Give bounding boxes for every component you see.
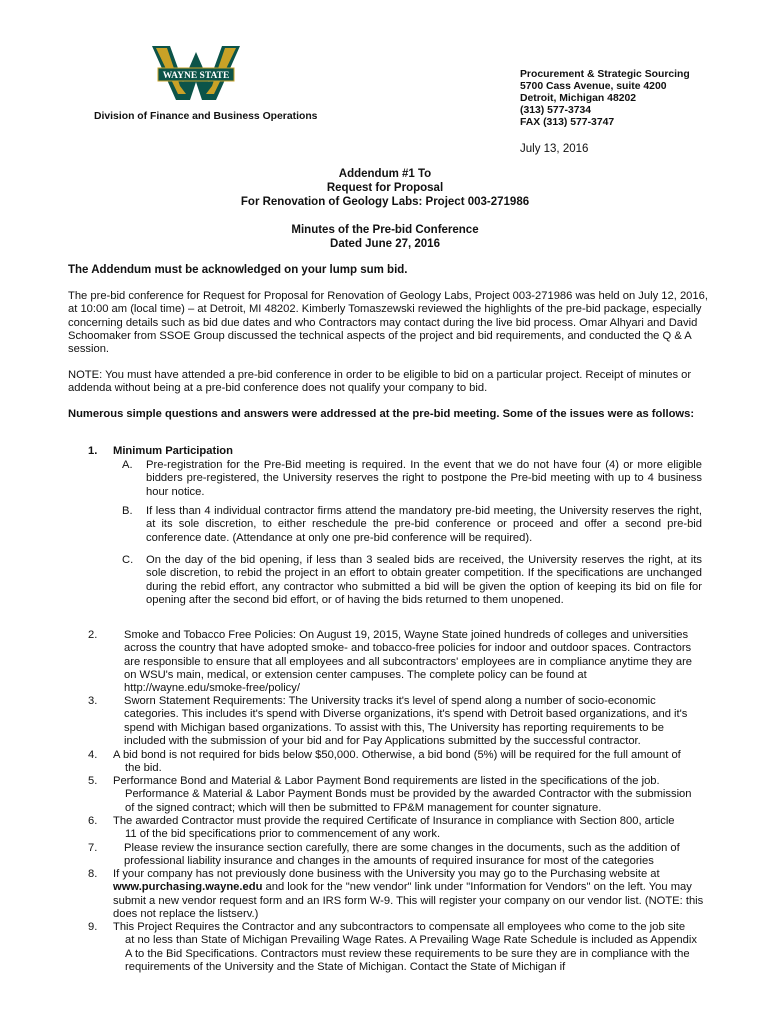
contact-line: 5700 Cass Avenue, suite 4200 — [520, 81, 667, 92]
item-text-first: A bid bond is not required for bids below $50,000. Otherwise, a bid bond (5%) will be required for the full amount of — [113, 749, 681, 761]
item-number: 8. — [88, 868, 98, 880]
item-number: 2. — [88, 629, 98, 641]
contact-line: Procurement & Strategic Sourcing — [520, 69, 690, 80]
document-date: July 13, 2016 — [520, 143, 589, 155]
item-text-first: The awarded Contractor must provide the required Certificate of Insurance in compliance with Section 800, article — [113, 815, 675, 827]
item-text-b: and look for the "new vendor" link under "Information for Vendors" on the left. You may submit a new vendor request form and an IRS form W-9. This will register your company on our vendor list. (NOTE: this does not replace the listserv.) — [113, 881, 704, 920]
item-number: 1. — [88, 445, 98, 457]
contact-block — [520, 69, 690, 129]
item-text-a: If your company has not previously done business with the University you may go to the Purchasing website at — [113, 868, 660, 880]
item-number: 9. — [88, 921, 98, 933]
item-number: 5. — [88, 775, 98, 787]
item-text-rest: the bid. — [125, 762, 162, 775]
item-number: 6. — [88, 815, 98, 827]
item-text-rest: at no less than State of Michigan Prevailing Wage Rates. A Prevailing Wage Rate Schedule is included as Appendix A to the Bid Specifications. Contractors must review these requirements to be sure they are in compliance with the requirements of the University and the State of Michigan. Contact the State of Michigan if — [125, 934, 697, 973]
issues-heading: Numerous simple questions and answers were addressed at the pre-bid meeting. Some of the issues were as follows: — [68, 408, 695, 420]
item-text — [113, 749, 703, 776]
minutes-block — [0, 223, 770, 251]
contact-line: (313) 577-3734 — [520, 105, 592, 116]
minutes-title: Minutes of the Pre-bid Conference — [291, 224, 479, 236]
title-line: For Renovation of Geology Labs: Project 003-271986 — [240, 196, 530, 208]
sub-item-text: If less than 4 individual contractor firms attend the mandatory pre-bid meeting, the University reserves the right, at its sole discretion, to either reschedule the pre-bid conference or proceed and offer a second pre-bid conference date. (Attendance at only one pre-bid conference will be required). — [146, 505, 702, 544]
item-number: 7. — [88, 842, 98, 854]
minutes-date: Dated June 27, 2016 — [330, 238, 440, 250]
item-number: 4. — [88, 749, 98, 761]
item-number: 3. — [88, 695, 98, 707]
sub-item-letter: B. — [122, 505, 133, 517]
item-text — [113, 815, 703, 842]
item-heading: Minimum Participation — [113, 445, 233, 457]
item-text: Smoke and Tobacco Free Policies: On August 19, 2015, Wayne State joined hundreds of colleges and universities across the country that have adopted smoke- and tobacco-free policies for indoor and outdoor spaces. Contractors are responsible to ensure that all employees and all subcontractors' employees are in compliance anytime they are on WSU's main, medical, or extension center campuses. The complete policy can be found at http://wayne.edu/smoke-free/policy/ — [124, 629, 693, 695]
note-paragraph: NOTE: You must have attended a pre-bid conference in order to be eligible to bid on a particular project. Receipt of minutes or addenda without being at a pre-bid conference does not qualify your company to bid. — [68, 369, 692, 395]
item-text — [113, 775, 703, 815]
item-text-first: This Project Requires the Contractor and any subcontractors to compensate all employees who come to the job site — [113, 921, 686, 933]
item-text: Please review the insurance section carefully, there are some changes in the documents, such as the addition of professional liability insurance and changes in the amounts of required insurance for most of the categories — [124, 842, 680, 868]
sub-item-text: On the day of the bid opening, if less than 3 sealed bids are received, the University reserves the right, at its sole discretion, to rebid the project in an effort to obtain greater competition. If the specifications are unchanged during the rebid effort, any contractor who submitted a bid will be given the option of keeping its bid on file for opening after the second bid effort, or of having the bids returned to them unopened. — [146, 554, 702, 606]
title-line: Request for Proposal — [326, 182, 444, 194]
sub-item-letter: A. — [122, 459, 133, 471]
acknowledge-notice: The Addendum must be acknowledged on your lump sum bid. — [68, 264, 408, 276]
contact-line: FAX (313) 577-3747 — [520, 117, 615, 128]
intro-paragraph: The pre-bid conference for Request for Proposal for Renovation of Geology Labs, Project 003-271986 was held on July 12, 2016, at 10:00 am (local time) – at Detroit, MI 48202. Kimberly Tomaszewski reviewed the highlights of the pre-bid package, especially concerning details such as bid due dates and who Contractors may contact during the live bid process. Omar Alhyari and David Schoomaker from SSOE Group discussed the technical aspects of the project and bid requirements, and conducted the Q & A session. — [68, 290, 708, 356]
logo-text: WAYNE STATE — [162, 71, 230, 81]
item-text — [113, 868, 705, 921]
item-text-first: Performance Bond and Material & Labor Payment Bond requirements are listed in the specifications of the job. — [113, 775, 660, 787]
item-text — [113, 921, 703, 974]
title-block — [0, 167, 770, 209]
contact-line: Detroit, Michigan 48202 — [520, 93, 637, 104]
purchasing-link[interactable]: www.purchasing.wayne.edu — [113, 881, 263, 894]
sub-item-text: Pre-registration for the Pre-Bid meeting is required. In the event that we do not have four (4) or more eligible bidders pre-registered, the University reserves the right to postpone the Pre-bid meeting with up to 4 business hour notice. — [146, 459, 702, 498]
item-text-rest: 11 of the bid specifications prior to commencement of any work. — [125, 828, 441, 841]
item-text-rest: Performance & Material & Labor Payment Bonds must be provided by the awarded Contractor with the submission of the signed contract; which will then be submitted to FP&M management for counter signature. — [125, 788, 692, 814]
wayne-state-logo — [150, 42, 242, 104]
title-line: Addendum #1 To — [338, 168, 432, 180]
sub-item-letter: C. — [122, 554, 134, 566]
division-name: Division of Finance and Business Operations — [94, 111, 318, 122]
item-text: Sworn Statement Requirements: The University tracks it's level of spend along a number of socio-economic categories. This includes it's spend with Diverse organizations, it's spend with Detroit based organizations, and it's spend with Michigan based organizations. To assist with this, The University has reporting requirements to be included with the submission of your bid and for Pay Applications submitted by the successful contractor. — [124, 695, 688, 747]
